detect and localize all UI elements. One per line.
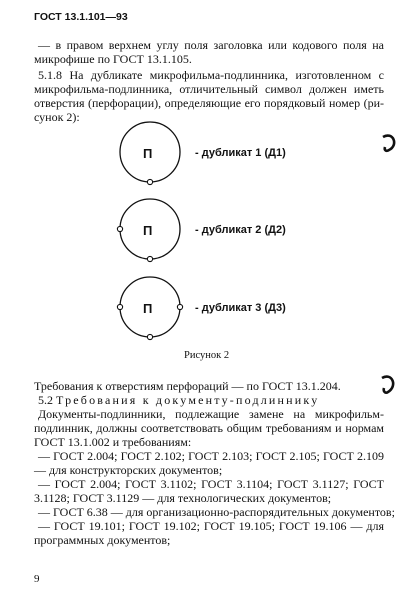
text-line: 5.1.8 На дубликате микрофильма-подлинника, изготовленном с xyxy=(38,68,384,82)
list-item-continued: 3.1128; ГОСТ 3.1129 — для технологических документов; xyxy=(34,491,332,505)
scan-mark xyxy=(383,136,394,151)
text-line: сунок 2): xyxy=(34,110,80,124)
circle-letter: П xyxy=(143,223,153,238)
duplicate-label: - дубликат 3 (Д3) xyxy=(195,302,286,314)
document-header: ГОСТ 13.1.101—93 xyxy=(34,11,128,23)
text-line: Документы-подлинники, подлежащие замене на микрофильм- xyxy=(38,407,384,421)
text-line: ГОСТ 13.1.002 и требованиям: xyxy=(34,435,192,449)
perforation-hole xyxy=(117,226,122,231)
perforation-hole xyxy=(147,179,152,184)
perforation-hole xyxy=(147,256,152,261)
duplicate-label: - дубликат 2 (Д2) xyxy=(195,224,286,236)
perforation-hole xyxy=(117,304,122,309)
text-line: микрофильма-подлинника, отличительный символ должен иметь xyxy=(34,82,384,96)
circle-letter: П xyxy=(143,301,153,316)
duplicate-label: - дубликат 1 (Д1) xyxy=(195,147,286,159)
list-item: — ГОСТ 6.38 — для организационно-распорядительных документов; xyxy=(38,505,395,519)
section-number: 5.2 xyxy=(38,393,53,407)
figure-caption: Рисунок 2 xyxy=(184,350,230,361)
text-line: подлинник, должны соответствовать общим требованиям и нормам xyxy=(34,421,384,435)
text-line: отверстия (перфорации), определяющие его порядковый номер (ри- xyxy=(34,96,384,110)
list-item: — ГОСТ 2.004; ГОСТ 2.102; ГОСТ 2.103; ГОСТ 2.105; ГОСТ 2.109 xyxy=(38,449,384,463)
list-item-continued: программных документов; xyxy=(34,533,171,547)
list-item: — ГОСТ 2.004; ГОСТ 3.1102; ГОСТ 3.1104; ГОСТ 3.1127; ГОСТ xyxy=(38,477,384,491)
circle-letter: П xyxy=(143,146,153,161)
section-title: Требования к документу-подлиннику xyxy=(56,393,320,407)
page-number: 9 xyxy=(34,573,40,585)
list-item: — ГОСТ 19.101; ГОСТ 19.102; ГОСТ 19.105; ГОСТ 19.106 — для xyxy=(38,519,384,533)
perforation-hole xyxy=(147,334,152,339)
text-line: Требования к отверстиям перфораций — по ГОСТ 13.1.204. xyxy=(34,379,341,393)
text-line: микрофише по ГОСТ 13.1.105. xyxy=(34,52,192,66)
perforation-hole xyxy=(177,304,182,309)
text-line: — в правом верхнем углу поля заголовка или кодового поля на xyxy=(38,38,384,52)
section-heading xyxy=(38,393,384,408)
list-item-continued: — для конструкторских документов; xyxy=(34,463,223,477)
